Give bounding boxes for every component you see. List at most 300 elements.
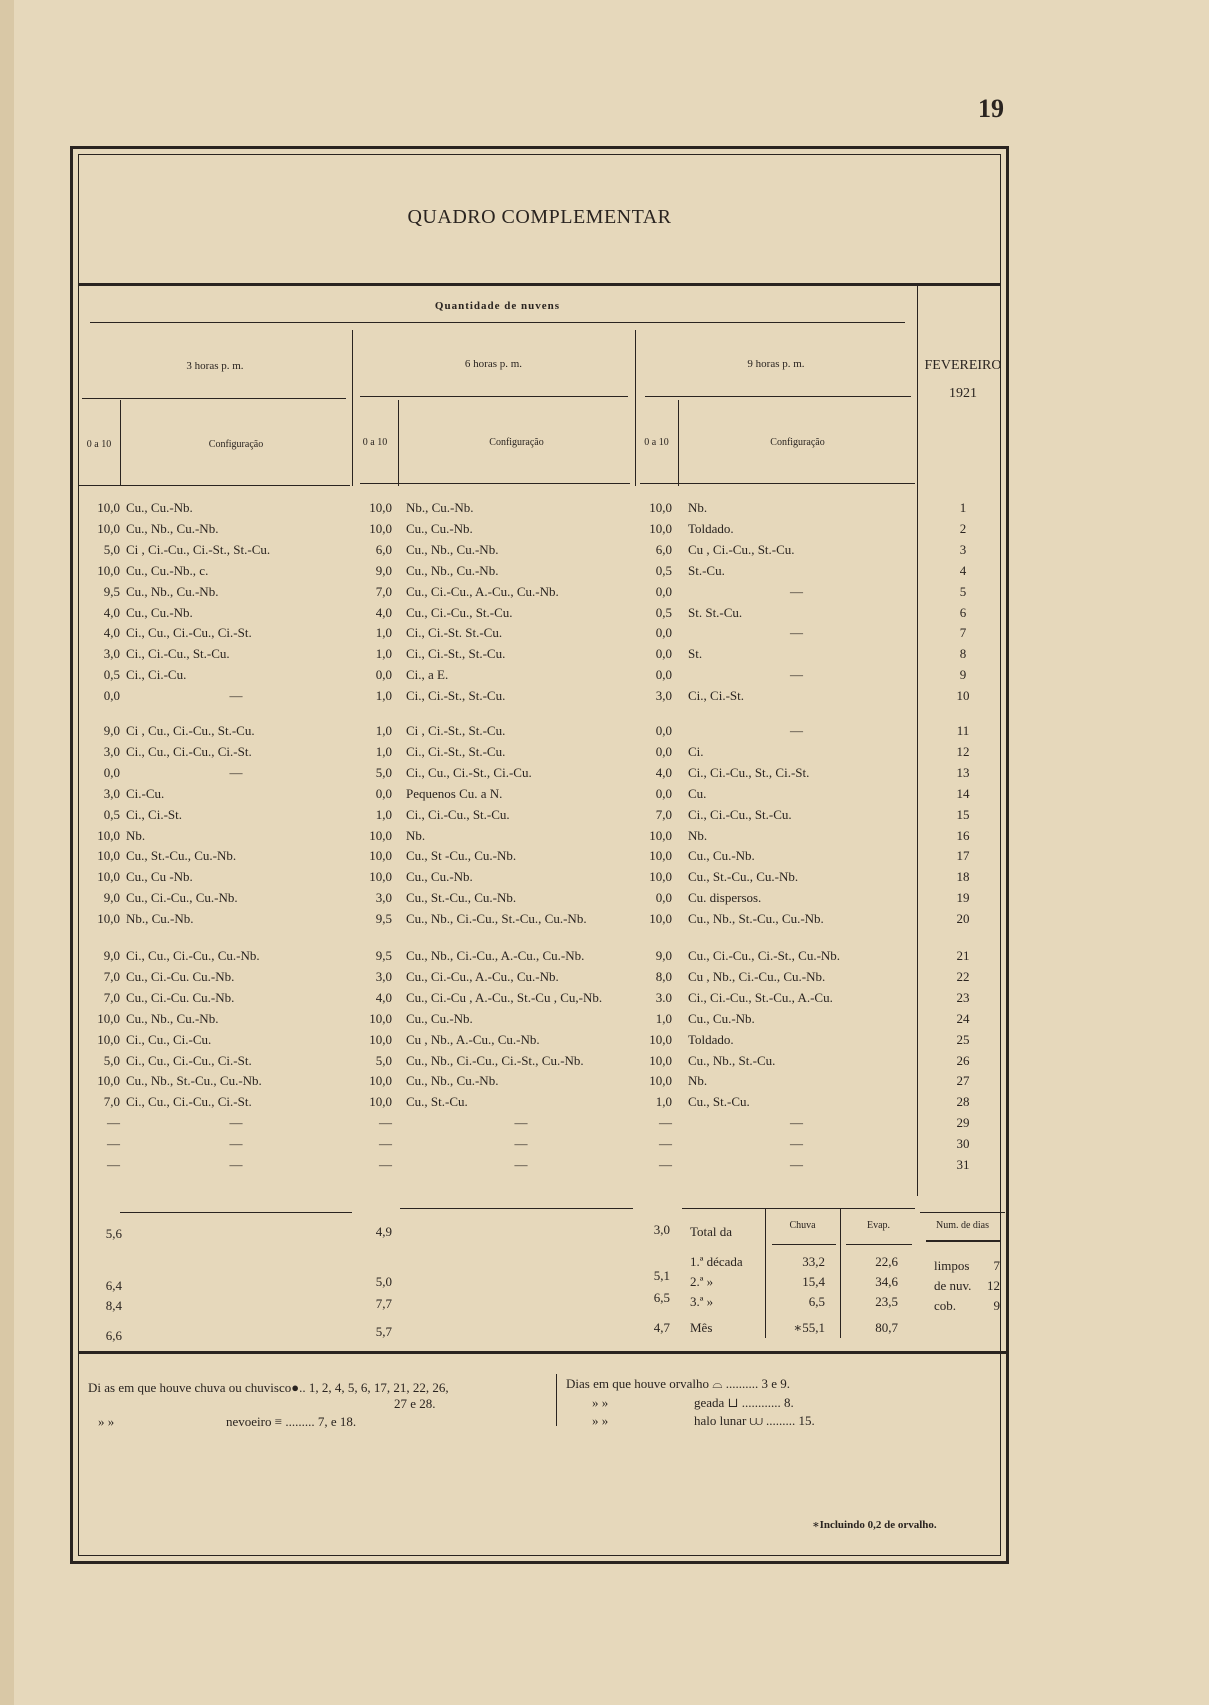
- cloud-amount-6pm: 9,0: [375, 563, 392, 578]
- cloud-amount-6pm: 1,0: [375, 688, 392, 703]
- day-number: 2: [959, 521, 967, 536]
- day-number: 17: [956, 848, 970, 863]
- cloud-config-9pm: Cu., St.-Cu., Cu.-Nb.: [688, 869, 799, 884]
- cloud-amount-3pm: 7,0: [103, 990, 120, 1005]
- cloud-config-3pm: Cu., Ci.-Cu., Cu.-Nb.: [126, 890, 238, 905]
- total-period-label: Mês: [690, 1320, 713, 1335]
- cloud-amount-6pm: —: [379, 1115, 392, 1130]
- day-number: 11: [956, 723, 970, 738]
- cloud-config-6pm: Cu., Ci.-Cu., St.-Cu.: [406, 605, 513, 620]
- cloud-config-3pm: Ci., Cu., Ci.-Cu.: [126, 1032, 212, 1047]
- cloud-amount-6pm: 1,0: [375, 744, 392, 759]
- cloud-amount-6pm: 1,0: [375, 646, 392, 661]
- cloud-config-9pm: Cu., Nb., St.-Cu.: [688, 1053, 776, 1068]
- cloud-config-6pm: Nb., Cu.-Nb.: [406, 500, 474, 515]
- cloud-amount-6pm: 5,0: [375, 765, 392, 780]
- cloud-amount-9pm: 0,0: [655, 890, 672, 905]
- cloud-amount-9pm: 10,0: [649, 1053, 672, 1068]
- total-rain-value: 33,2: [802, 1254, 825, 1269]
- cloud-config-6pm: Ci., Ci.-Cu., St.-Cu.: [406, 807, 510, 822]
- cloud-config-3pm: Cu., Cu.-Nb.: [126, 500, 193, 515]
- cloud-config-9pm: Ci., Ci.-St.: [688, 688, 744, 703]
- days-brace: [926, 1240, 1000, 1248]
- day-number: 12: [956, 744, 970, 759]
- cloud-config-6pm: Cu., Ci.-Cu., A.-Cu., Cu.-Nb.: [406, 584, 559, 599]
- cloud-amount-9pm: 10,0: [649, 521, 672, 536]
- cloud-config-3pm: Cu., Ci.-Cu. Cu.-Nb.: [126, 969, 235, 984]
- cloud-amount-6pm: 0,0: [375, 667, 392, 682]
- day-number: 25: [956, 1032, 970, 1047]
- cloud-config-3pm: Cu., Nb., Cu.-Nb.: [126, 584, 219, 599]
- cloud-amount-9pm: 3.0: [655, 990, 672, 1005]
- days-count-value: 12: [987, 1278, 1000, 1293]
- day-number: 27: [956, 1073, 970, 1088]
- cloud-config-3pm: Cu., Cu.-Nb., c.: [126, 563, 209, 578]
- cloud-amount-6pm: 4,0: [375, 605, 392, 620]
- cloud-amount-3pm: 3,0: [103, 786, 120, 801]
- cloud-amount-6pm: 10,0: [369, 869, 392, 884]
- cloud-amount-6pm: 9,5: [375, 948, 392, 963]
- cloud-config-6pm: Cu., Nb., Cu.-Nb.: [406, 1073, 499, 1088]
- cloud-amount-6pm: 3,0: [375, 969, 392, 984]
- cloud-config-3pm: Cu., Nb., Cu.-Nb.: [126, 1011, 219, 1026]
- cloud-config-6pm: Cu., Nb., Ci.-Cu., St.-Cu., Cu.-Nb.: [406, 911, 587, 926]
- cloud-config-9pm: Cu , Ci.-Cu., St.-Cu.: [688, 542, 795, 557]
- cloud-amount-3pm: 7,0: [103, 1094, 120, 1109]
- day-number: 13: [956, 765, 970, 780]
- section-brace-6pm: [360, 396, 628, 403]
- col-header-num-3pm: 0 a 10: [86, 439, 112, 450]
- cloud-amount-6pm: 10,0: [369, 500, 392, 515]
- cloud-config-3pm: Cu., Nb., St.-Cu., Cu.-Nb.: [126, 1073, 262, 1088]
- total-evap-value: 22,6: [875, 1254, 898, 1269]
- cloud-amount-3pm: 4,0: [103, 605, 120, 620]
- day-number: 20: [956, 911, 970, 926]
- cloud-amount-9pm: 0,5: [655, 563, 672, 578]
- cloud-config-6pm: Ci., Ci.-St., St.-Cu.: [406, 688, 506, 703]
- cloud-config-6pm: Ci , Ci.-St., St.-Cu.: [406, 723, 506, 738]
- cloud-amount-9pm: 9,0: [655, 948, 672, 963]
- mean-3pm: 5,6: [105, 1226, 122, 1241]
- cloud-amount-3pm: 4,0: [103, 625, 120, 640]
- days-count-label: cob.: [934, 1298, 957, 1313]
- day-number: 10: [956, 688, 970, 703]
- cloud-amount-6pm: 1,0: [375, 625, 392, 640]
- cloud-config-3pm: Ci., Cu., Ci.-Cu., Ci.-St.: [126, 744, 252, 759]
- header-rule-3pm: [78, 485, 350, 486]
- note-dew-days: 3 e 9.: [761, 1376, 791, 1391]
- cloud-config-3pm: Ci , Ci.-Cu., Ci.-St., St.-Cu.: [126, 542, 271, 557]
- cloud-config-9pm: Cu., Cu.-Nb.: [688, 848, 755, 863]
- note-frost-label: geada ⊔ ............: [694, 1395, 781, 1410]
- cloud-amount-9pm: 3,0: [655, 688, 672, 703]
- note-halo-prefix: » »: [592, 1413, 609, 1428]
- cloud-config-3pm: Nb., Cu.-Nb.: [126, 911, 194, 926]
- cloud-amount-6pm: 10,0: [369, 1032, 392, 1047]
- month-label: FEVEREIRO: [924, 358, 1002, 373]
- day-number: 9: [959, 667, 967, 682]
- year-label: 1921: [949, 386, 977, 401]
- mean-9pm: 3,0: [653, 1222, 670, 1237]
- col-header-num-9pm: 0 a 10: [644, 437, 669, 448]
- day-number: 23: [956, 990, 970, 1005]
- section-time-3pm: 3 horas p. m.: [186, 360, 244, 372]
- cloud-amount-3pm: 10,0: [97, 500, 120, 515]
- day-number: 29: [956, 1115, 970, 1130]
- cloud-config-6pm: Cu., St -Cu., Cu.-Nb.: [406, 848, 517, 863]
- cloud-amount-9pm: 1,0: [655, 1011, 672, 1026]
- cloud-amount-6pm: 5,0: [375, 1053, 392, 1068]
- cloud-amount-9pm: 10,0: [649, 869, 672, 884]
- decade1-3pm: 6,4: [105, 1278, 122, 1293]
- cloud-config-6pm: Cu., Cu.-Nb.: [406, 869, 473, 884]
- cloud-amount-3pm: 0,0: [103, 688, 120, 703]
- note-frost-days: 8.: [783, 1395, 794, 1410]
- group-header: Quantidade de nuvens: [434, 300, 561, 312]
- cloud-config-3pm: Ci., Cu., Ci.-Cu., Ci.-St.: [126, 1053, 252, 1068]
- cloud-amount-3pm: 0,5: [103, 807, 120, 822]
- cloud-amount-6pm: 10,0: [369, 848, 392, 863]
- cloud-amount-3pm: 10,0: [97, 1073, 120, 1088]
- cloud-config-9pm: —: [790, 625, 803, 640]
- cloud-config-6pm: Cu., St.-Cu.: [406, 1094, 468, 1109]
- cloud-config-9pm: Cu., St.-Cu.: [688, 1094, 750, 1109]
- cloud-amount-3pm: 10,0: [97, 848, 120, 863]
- cloud-amount-9pm: 0,0: [655, 584, 672, 599]
- days-header: Num. de dias: [935, 1220, 990, 1231]
- cloud-amount-9pm: —: [659, 1115, 672, 1130]
- cloud-config-9pm: Cu., Cu.-Nb.: [688, 1011, 755, 1026]
- cloud-config-3pm: —: [229, 1115, 243, 1130]
- total-rain-value: ∗55,1: [793, 1320, 825, 1335]
- day-number: 22: [956, 969, 970, 984]
- cloud-amount-6pm: 6,0: [375, 542, 392, 557]
- cloud-amount-9pm: 10,0: [649, 1073, 672, 1088]
- cloud-amount-9pm: 0,0: [655, 786, 672, 801]
- cloud-amount-3pm: 7,0: [103, 969, 120, 984]
- day-number: 28: [956, 1094, 970, 1109]
- cloud-config-3pm: —: [229, 1136, 243, 1151]
- cloud-config-3pm: Ci , Cu., Ci.-Cu., St.-Cu.: [126, 723, 255, 738]
- cloud-amount-9pm: —: [659, 1136, 672, 1151]
- day-number: 3: [959, 542, 967, 557]
- cloud-amount-3pm: 9,0: [103, 890, 120, 905]
- cloud-amount-6pm: 7,0: [375, 584, 392, 599]
- decade3-3pm: 6,6: [105, 1328, 122, 1343]
- cloud-amount-9pm: 0,5: [655, 605, 672, 620]
- cloud-amount-6pm: 10,0: [369, 1073, 392, 1088]
- cloud-amount-6pm: —: [379, 1157, 392, 1172]
- cloud-amount-6pm: 10,0: [369, 521, 392, 536]
- total-rain-value: 6,5: [808, 1294, 825, 1309]
- cloud-amount-9pm: 1,0: [655, 1094, 672, 1109]
- day-number: 26: [956, 1053, 970, 1068]
- section-brace-3pm: [82, 398, 346, 405]
- cloud-config-6pm: Pequenos Cu. a N.: [406, 786, 503, 801]
- days-count-value: 9: [993, 1298, 1000, 1313]
- section-divider-1: [352, 330, 353, 486]
- cloud-config-6pm: Cu., Ci.-Cu , A.-Cu., St.-Cu , Cu,-Nb.: [406, 990, 603, 1005]
- page-title: QUADRO COMPLEMENTAR: [407, 206, 672, 228]
- cloud-amount-3pm: 10,0: [97, 869, 120, 884]
- cloud-config-6pm: Cu., Ci.-Cu., A.-Cu., Cu.-Nb.: [406, 969, 559, 984]
- cloud-amount-3pm: 9,0: [103, 723, 120, 738]
- cloud-config-9pm: Cu., Nb., St.-Cu., Cu.-Nb.: [688, 911, 824, 926]
- cloud-amount-9pm: 8,0: [655, 969, 672, 984]
- section-time-9pm: 9 horas p. m.: [747, 358, 805, 370]
- cloud-config-6pm: Cu., Nb., Ci.-Cu., A.-Cu., Cu.-Nb.: [406, 948, 585, 963]
- mean-6pm: 4,9: [375, 1224, 392, 1239]
- cloud-amount-3pm: 5,0: [103, 542, 120, 557]
- cloud-config-3pm: —: [229, 688, 243, 703]
- total-period-label: 2.ª »: [690, 1274, 714, 1289]
- cloud-config-9pm: Ci.: [688, 744, 704, 759]
- day-number: 7: [959, 625, 967, 640]
- day-number: 19: [956, 890, 970, 905]
- cloud-config-6pm: Cu., Cu.-Nb.: [406, 521, 473, 536]
- cloud-config-3pm: Ci., Ci.-Cu., St.-Cu.: [126, 646, 230, 661]
- col-header-conf-9pm: Configuração: [770, 437, 825, 448]
- cloud-config-3pm: Cu., Nb., Cu.-Nb.: [126, 521, 219, 536]
- day-number: 14: [956, 786, 970, 801]
- note-halo: [592, 1413, 815, 1429]
- cloud-amount-6pm: 9,5: [375, 911, 392, 926]
- cloud-amount-6pm: 0,0: [375, 786, 392, 801]
- cloud-amount-9pm: 0,0: [655, 744, 672, 759]
- cloud-amount-3pm: 10,0: [97, 563, 120, 578]
- cloud-config-9pm: Toldado.: [688, 1032, 734, 1047]
- cloud-config-9pm: Cu., Ci.-Cu., Ci.-St., Cu.-Nb.: [688, 948, 841, 963]
- cloud-config-9pm: Toldado.: [688, 521, 734, 536]
- cloud-config-6pm: Cu., Cu.-Nb.: [406, 1011, 473, 1026]
- cloud-config-9pm: Nb.: [688, 500, 708, 515]
- cloud-config-3pm: Cu., Ci.-Cu. Cu.-Nb.: [126, 990, 235, 1005]
- cloud-amount-3pm: 10,0: [97, 828, 120, 843]
- note-rain-days: .. 1, 2, 4, 5, 6, 17, 21, 22, 26,: [299, 1380, 449, 1395]
- cloud-amount-9pm: 10,0: [649, 828, 672, 843]
- cloud-amount-6pm: 3,0: [375, 890, 392, 905]
- cloud-config-9pm: —: [790, 584, 803, 599]
- cloud-config-6pm: Cu., St.-Cu., Cu.-Nb.: [406, 890, 517, 905]
- cloud-config-3pm: Ci., Ci.-St.: [126, 807, 182, 822]
- footnote: ∗Incluindo 0,2 de orvalho.: [812, 1519, 937, 1531]
- col-header-num-6pm: 0 a 10: [362, 437, 388, 448]
- cloud-amount-3pm: 10,0: [97, 521, 120, 536]
- day-number: 18: [956, 869, 970, 884]
- header-rule-9pm: [640, 483, 915, 484]
- note-fog-prefix: » »: [98, 1414, 115, 1429]
- totals-label: Total da: [690, 1224, 733, 1239]
- cloud-config-6pm: Cu., Nb., Ci.-Cu., Ci.-St., Cu.-Nb.: [406, 1053, 584, 1068]
- cloud-config-9pm: St. St.-Cu.: [688, 605, 743, 620]
- cloud-amount-9pm: 7,0: [655, 807, 672, 822]
- day-number: 21: [956, 948, 970, 963]
- cloud-config-6pm: —: [514, 1115, 528, 1130]
- totals-rule-chuva: [772, 1244, 836, 1245]
- cloud-amount-9pm: 0,0: [655, 667, 672, 682]
- day-number: 31: [956, 1157, 970, 1172]
- cloud-amount-9pm: 0,0: [655, 723, 672, 738]
- cloud-config-3pm: Cu., St.-Cu., Cu.-Nb.: [126, 848, 237, 863]
- cloud-amount-9pm: 10,0: [649, 500, 672, 515]
- cloud-config-3pm: Ci., Cu., Ci.-Cu., Cu.-Nb.: [126, 948, 260, 963]
- cloud-amount-9pm: 6,0: [655, 542, 672, 557]
- section-time-6pm: 6 horas p. m.: [464, 358, 523, 370]
- day-number: 24: [956, 1011, 970, 1026]
- cloud-config-9pm: Cu , Nb., Ci.-Cu., Cu.-Nb.: [688, 969, 826, 984]
- cloud-amount-9pm: —: [659, 1157, 672, 1172]
- cloud-amount-6pm: 10,0: [369, 1094, 392, 1109]
- cloud-config-9pm: —: [790, 1115, 803, 1130]
- cloud-amount-3pm: 10,0: [97, 1032, 120, 1047]
- cloud-config-6pm: Cu., Nb., Cu.-Nb.: [406, 563, 499, 578]
- cloud-amount-3pm: 10,0: [97, 1011, 120, 1026]
- cloud-config-6pm: Ci., Ci.-St., St.-Cu.: [406, 744, 506, 759]
- note-fog-days: 7, e 18.: [317, 1414, 357, 1429]
- notes-rule: [78, 1351, 1007, 1354]
- days-count-value: 7: [993, 1258, 1000, 1273]
- day-number: 15: [956, 807, 970, 822]
- note-halo-label: halo lunar ⩊ .........: [694, 1413, 796, 1428]
- day-number: 6: [959, 605, 967, 620]
- cloud-config-9pm: Cu. dispersos.: [688, 890, 762, 905]
- decade1-9pm: 5,1: [653, 1268, 670, 1283]
- cloud-amount-3pm: 5,0: [103, 1053, 120, 1068]
- cloud-amount-6pm: 10,0: [369, 828, 392, 843]
- cloud-config-3pm: Ci., Cu., Ci.-Cu., Ci.-St.: [126, 625, 252, 640]
- day-number: 5: [959, 584, 967, 599]
- cloud-config-6pm: Cu., Nb., Cu.-Nb.: [406, 542, 499, 557]
- days-count-label: de nuv.: [934, 1278, 972, 1293]
- cloud-amount-3pm: —: [107, 1115, 120, 1130]
- cloud-config-6pm: Ci., Ci.-St., St.-Cu.: [406, 646, 506, 661]
- day-number: 4: [959, 563, 967, 578]
- summary-rule-6pm: [400, 1208, 633, 1209]
- summary-rule-9pm: [682, 1208, 915, 1209]
- note-halo-days: 15.: [798, 1413, 815, 1428]
- note-frost-prefix: » »: [592, 1395, 609, 1410]
- cloud-config-9pm: St.: [688, 646, 703, 661]
- cloud-config-9pm: —: [790, 1157, 803, 1172]
- cloud-amount-6pm: 4,0: [375, 990, 392, 1005]
- day-number: 16: [956, 828, 970, 843]
- totals-rule-evap: [846, 1244, 912, 1245]
- total-period-label: 1.ª década: [690, 1254, 743, 1269]
- cloud-config-6pm: Ci., Ci.-St. St.-Cu.: [406, 625, 503, 640]
- note-fog-label: nevoeiro ≡ .........: [226, 1414, 315, 1429]
- cloud-amount-3pm: —: [107, 1157, 120, 1172]
- cloud-amount-9pm: 0,0: [655, 646, 672, 661]
- section-divider-2: [635, 330, 636, 486]
- cloud-config-6pm: Ci., Cu., Ci.-St., Ci.-Cu.: [406, 765, 532, 780]
- total-evap-value: 34,6: [875, 1274, 898, 1289]
- cloud-config-6pm: Cu , Nb., A.-Cu., Cu.-Nb.: [406, 1032, 540, 1047]
- cloud-config-9pm: —: [790, 723, 803, 738]
- summary-rule-days: [920, 1212, 1005, 1213]
- cloud-config-9pm: —: [790, 667, 803, 682]
- note-dew-label: Dias em que houve orvalho ⌓ ..........: [566, 1376, 759, 1391]
- col-header-conf-6pm: Configuração: [489, 437, 544, 448]
- cloud-config-3pm: —: [229, 1157, 243, 1172]
- group-brace: [90, 322, 905, 329]
- cloud-amount-9pm: 10,0: [649, 911, 672, 926]
- cloud-config-9pm: Nb.: [688, 1073, 708, 1088]
- day-number: 8: [959, 646, 967, 661]
- title-rule: [78, 283, 1001, 286]
- days-count-label: limpos: [934, 1258, 970, 1273]
- cloud-config-9pm: Ci., Ci.-Cu., St.-Cu.: [688, 807, 792, 822]
- cloud-config-9pm: Ci., Ci.-Cu., St.-Cu., A.-Cu.: [688, 990, 833, 1005]
- cloud-config-3pm: Nb.: [126, 828, 146, 843]
- cloud-config-3pm: Ci., Ci.-Cu.: [126, 667, 187, 682]
- cloud-config-3pm: —: [229, 765, 243, 780]
- cloud-config-6pm: Ci., a E.: [406, 667, 449, 682]
- total-evap-value: 80,7: [875, 1320, 898, 1335]
- cloud-config-3pm: Cu., Cu.-Nb.: [126, 605, 193, 620]
- cloud-amount-6pm: 1,0: [375, 807, 392, 822]
- cloud-amount-6pm: 1,0: [375, 723, 392, 738]
- cloud-config-3pm: Ci.-Cu.: [126, 786, 165, 801]
- cloud-config-9pm: Nb.: [688, 828, 708, 843]
- note-rain: [88, 1380, 449, 1396]
- day-number: 30: [956, 1136, 970, 1151]
- total-period-label: 3.ª »: [690, 1294, 714, 1309]
- decade2-9pm: 6,5: [653, 1290, 670, 1305]
- total-rain-value: 15,4: [802, 1274, 825, 1289]
- cloud-amount-3pm: 0,5: [103, 667, 120, 682]
- cloud-amount-6pm: 10,0: [369, 1011, 392, 1026]
- cloud-amount-3pm: 0,0: [103, 765, 120, 780]
- decade2-6pm: 7,7: [375, 1296, 392, 1311]
- cloud-amount-3pm: 3,0: [103, 646, 120, 661]
- summary-rule-3pm: [120, 1212, 352, 1213]
- cloud-amount-3pm: 3,0: [103, 744, 120, 759]
- totals-header-evap: Evap.: [866, 1220, 891, 1231]
- cloud-config-3pm: Ci., Cu., Ci.-Cu., Ci.-St.: [126, 1094, 252, 1109]
- total-evap-value: 23,5: [875, 1294, 898, 1309]
- col-header-conf-3pm: Configuração: [208, 439, 264, 450]
- note-rain-days-cont: 27 e 28.: [394, 1396, 436, 1411]
- cloud-config-9pm: St.-Cu.: [688, 563, 725, 578]
- cloud-amount-3pm: 9,0: [103, 948, 120, 963]
- header-rule-6pm: [360, 483, 630, 484]
- cloud-config-9pm: Cu.: [688, 786, 707, 801]
- cloud-amount-6pm: —: [379, 1136, 392, 1151]
- cloud-config-6pm: —: [514, 1157, 528, 1172]
- cloud-amount-3pm: 9,5: [103, 584, 120, 599]
- cloud-amount-9pm: 10,0: [649, 1032, 672, 1047]
- note-dew: [566, 1376, 790, 1392]
- totals-header-chuva: Chuva: [789, 1220, 816, 1231]
- note-fog: [98, 1414, 356, 1430]
- cloud-config-6pm: —: [514, 1136, 528, 1151]
- cloud-amount-9pm: 4,0: [655, 765, 672, 780]
- notes-divider: [556, 1374, 557, 1426]
- note-rain-label: Di as em que houve chuva ou chuvisco: [88, 1380, 292, 1395]
- cloud-config-9pm: Ci., Ci.-Cu., St., Ci.-St.: [688, 765, 810, 780]
- note-frost: [592, 1395, 794, 1411]
- cloud-config-3pm: Cu., Cu -Nb.: [126, 869, 193, 884]
- day-number: 1: [959, 500, 967, 515]
- decade3-6pm: 5,7: [375, 1324, 392, 1339]
- decade2-3pm: 8,4: [105, 1298, 122, 1313]
- cloud-amount-3pm: —: [107, 1136, 120, 1151]
- cloud-config-6pm: Nb.: [406, 828, 426, 843]
- cloud-config-9pm: —: [790, 1136, 803, 1151]
- decade3-9pm: 4,7: [653, 1320, 670, 1335]
- cloud-amount-9pm: 10,0: [649, 848, 672, 863]
- page-number: 19: [978, 94, 1004, 123]
